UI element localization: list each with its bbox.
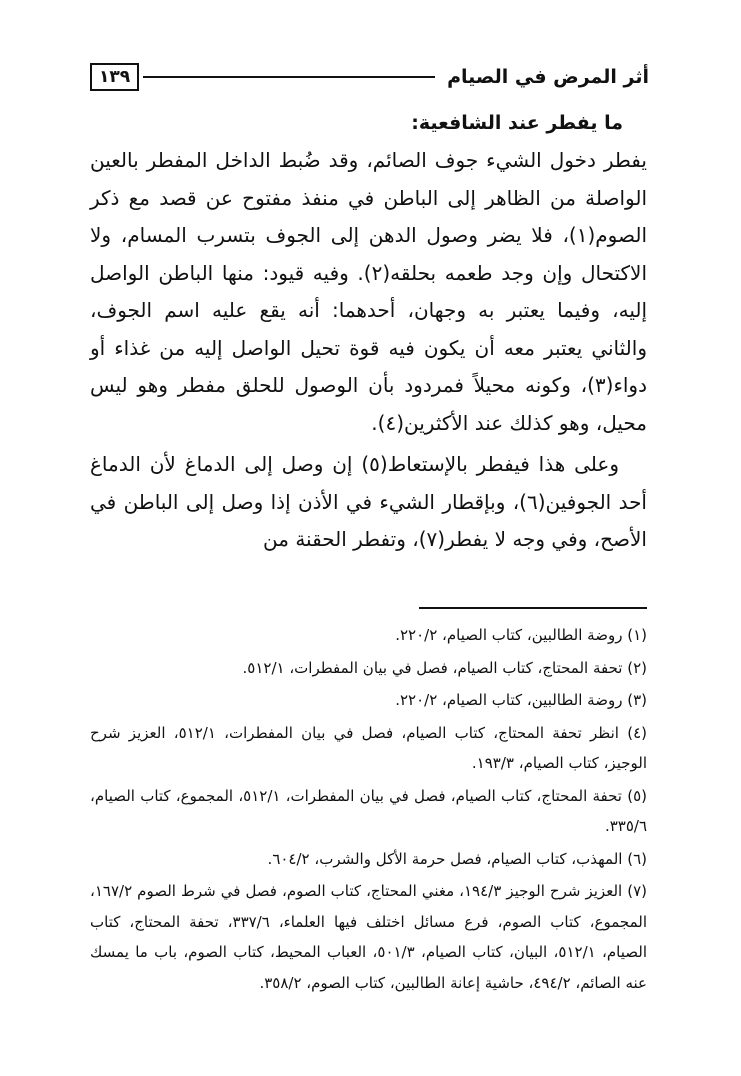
footnote-2: (٢) تحفة المحتاج، كتاب الصيام، فصل في بيان المفطرات، ٥١٢/١.: [242, 658, 647, 677]
footnote-3: (٣) روضة الطالبين، كتاب الصيام، ٢٢٠/٢.: [395, 691, 647, 709]
running-header: [90, 60, 649, 94]
footnote-6: (٦) المهذب، كتاب الصيام، فصل حرمة الأكل والشرب، ٦٠٤/٢.: [267, 849, 647, 868]
paragraph-1: يفطر دخول الشيء جوف الصائم، وقد ضُبط الداخل المفطر بالعين الواصلة من الظاهر إلى الباطن في منفذ مفتوح عن قصد مع ذكر الصوم(١)، فلا يضر وصول الدهن إلى الجوف بتسرب المسام، ولا الاكتحال وإن وجد طعمه بحلقه(٢). وفيه قيود: منها الباطن الواصل إليه، وفيما يعتبر به وجهان، أحدهما: أنه يقع عليه اسم الجوف، والثاني يعتبر معه أن يكون فيه قوة تحيل الواصل إليه من غذاء أو دواء(٣)، وكونه محيلاً فمردود بأن الوصول للحلق مفطر وهو ليس محيل، وهو كذلك عند الأكثرين(٤).: [90, 148, 647, 435]
footnote-separator: [419, 607, 647, 609]
footnotes: [90, 620, 647, 1000]
section-heading: ما يفطر عند الشافعية:: [411, 112, 623, 134]
footnote-1: (١) روضة الطالبين، كتاب الصيام، ٢٢٠/٢.: [395, 626, 647, 644]
page-number: ١٣٩: [90, 63, 139, 91]
header-rule: [143, 76, 435, 78]
footnote-5: (٥) تحفة المحتاج، كتاب الصيام، فصل في بيان المفطرات، ٥١٢/١، المجموع، كتاب الصيام، ٣٣٥/٦.: [90, 786, 647, 835]
footnote-7: (٧) العزيز شرح الوجيز ١٩٤/٣، مغني المحتاج، كتاب الصوم، فصل في شرط الصوم ١٦٧/٢، المجموع، كتاب الصوم، فرع مسائل اختلف فيها العلماء، ٣٣٧/٦، تحفة المحتاج، كتاب الصيام، ٥١٢/١، البيان، كتاب الصيام، ٥٠١/٣، العباب المحيط، كتاب الصوم، باب ما يمسك عنه الصائم، ٤٩٤/٢، حاشية إعانة الطالبين، كتاب الصوم، ٣٥٨/٢.: [90, 882, 647, 992]
paragraph-2: وعلى هذا فيفطر بالإستعاط(٥) إن وصل إلى الدماغ لأن الدماغ أحد الجوفين(٦)، وبإقطار الشيء في الأذن إذا وصل إلى الباطن في الأصح، وفي وجه لا يفطر(٧)، وتفطر الحقنة من: [90, 452, 647, 551]
main-text: [90, 108, 647, 559]
running-header-title: أثر المرض في الصيام: [447, 66, 649, 88]
footnote-4: (٤) انظر تحفة المحتاج، كتاب الصيام، فصل في بيان المفطرات، ٥١٢/١، العزيز شرح الوجيز، كتاب الصيام، ١٩٣/٣.: [90, 723, 647, 772]
